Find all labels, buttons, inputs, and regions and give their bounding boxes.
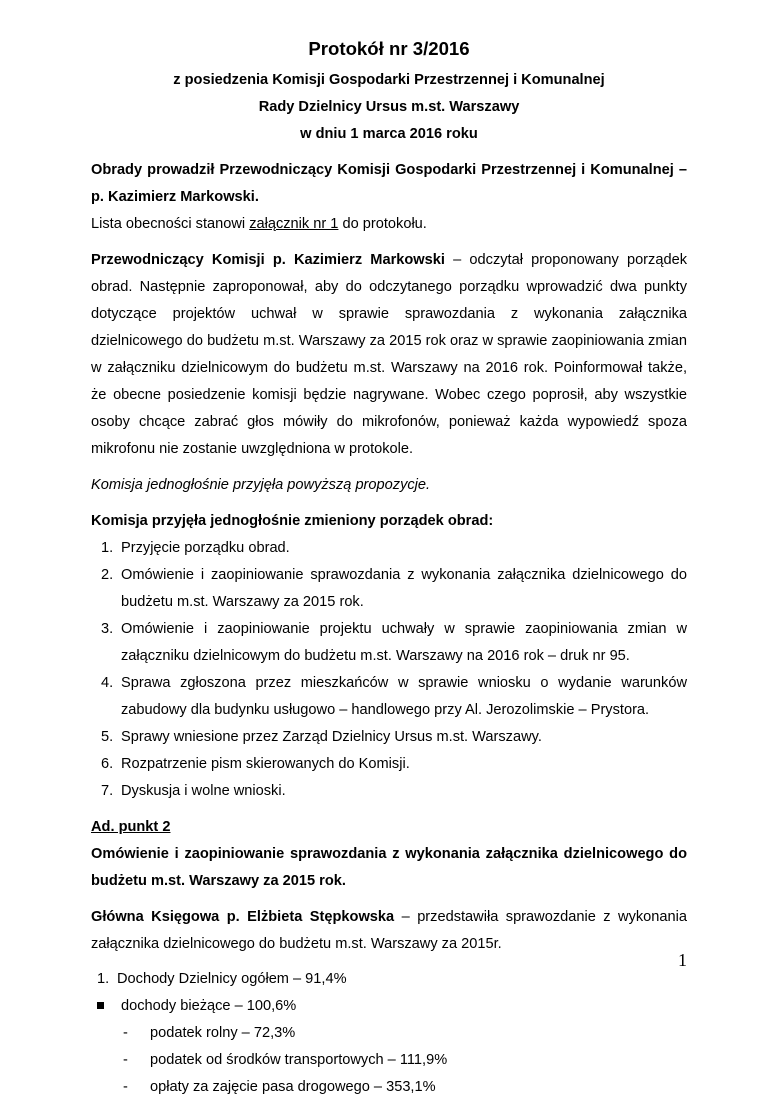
income-item: - opłaty za zajęcie pasa drogowego – 353,1%: [123, 1079, 436, 1095]
agenda-item: 7. Dyskusja i wolne wnioski.: [101, 783, 286, 799]
decision-note: Komisja jednogłośnie przyjęła powyższą propozycje.: [91, 477, 431, 493]
income-current: dochody bieżące – 100,6%: [91, 993, 687, 1020]
income-item: - podatek rolny – 72,3%: [123, 1025, 296, 1041]
agenda-item: 5. Sprawy wniesione przez Zarząd Dzielnicy Ursus m.st. Warszawy.: [101, 729, 542, 745]
section-heading-ad-2: Ad. punkt 2: [91, 819, 171, 835]
document-subtitle-committee: z posiedzenia Komisji Gospodarki Przestrzennej i Komunalnej: [173, 72, 605, 88]
document-page: [91, 36, 687, 1101]
attendance-paragraph: Lista obecności stanowi załącznik nr 1 do protokołu.: [91, 216, 427, 232]
opening-speaker: Przewodniczący Komisji p. Kazimierz Markowski: [91, 252, 445, 268]
page-number: 1: [678, 950, 687, 970]
accountant-speaker: Główna Księgowa p. Elżbieta Stępkowska: [91, 909, 395, 925]
document-title: Protokół nr 3/2016: [308, 38, 470, 59]
income-item: - podatek od środków transportowych – 111,9%: [123, 1052, 448, 1068]
attachment-link[interactable]: załącznik nr 1: [249, 216, 339, 232]
agenda-item: 3. Omówienie i zaopiniowanie projektu uchwały w sprawie zaopiniowania zmian w załączniku dzielnicowym do budżetu m.st. Warszawy na 2016 rok – druk nr 95.: [101, 621, 687, 664]
agenda-list: [91, 535, 687, 805]
square-bullet-icon: [97, 1002, 104, 1009]
agenda-heading: Komisja przyjęła jednogłośnie zmieniony porządek obrad:: [91, 513, 494, 529]
document-subtitle-council: Rady Dzielnicy Ursus m.st. Warszawy: [258, 99, 520, 115]
agenda-item: 1. Przyjęcie porządku obrad.: [101, 540, 290, 556]
chair-paragraph: Obrady prowadził Przewodniczący Komisji Gospodarki Przestrzennej i Komunalnej – p. Kazimierz Markowski.: [91, 162, 687, 205]
section-subheading: Omówienie i zaopiniowanie sprawozdania z wykonania załącznika dzielnicowego do budżetu m.st. Warszawy za 2015 rok.: [91, 846, 687, 889]
agenda-item: 4. Sprawa zgłoszona przez mieszkańców w sprawie wniosku o wydanie warunków zabudowy dla budynku usługowo – handlowego przy Al. Jerozolimskie – Prystora.: [101, 675, 687, 718]
agenda-item: 6. Rozpatrzenie pism skierowanych do Komisji.: [101, 756, 410, 772]
accountant-paragraph: Główna Księgowa p. Elżbieta Stępkowska – przedstawiła sprawozdanie z wykonania załącznika dzielnicowego do budżetu m.st. Warszawy za 2015r.: [91, 909, 687, 952]
income-total: 1. Dochody Dzielnicy ogółem – 91,4%: [97, 971, 347, 987]
document-subtitle-date: w dniu 1 marca 2016 roku: [300, 126, 478, 142]
agenda-item: 2. Omówienie i zaopiniowanie sprawozdania z wykonania załącznika dzielnicowego do budżetu m.st. Warszawy za 2015 rok.: [101, 567, 687, 610]
opening-paragraph: Przewodniczący Komisji p. Kazimierz Markowski – odczytał proponowany porządek obrad. Następnie zaproponował, aby do odczytanego porządku wprowadzić dwa punkty dotyczące projektów uchwał w sprawie sprawozdania z wykonania załącznika dzielnicowego do budżetu m.st. Warszawy za 2015 rok oraz w sprawie zaopiniowania zmian w załączniku dzielnicowym do budżetu m.st. Warszawy na 2016 rok. Poinformował także, że obecne posiedzenie komisji będzie nagrywane. Wobec czego poprosił, aby wszystkie osoby chcące zabrać głos mówiły do mikrofonów, ponieważ każda wypowiedź spoza mikrofonu nie zostanie uwzględniona w protokole.: [91, 252, 687, 457]
